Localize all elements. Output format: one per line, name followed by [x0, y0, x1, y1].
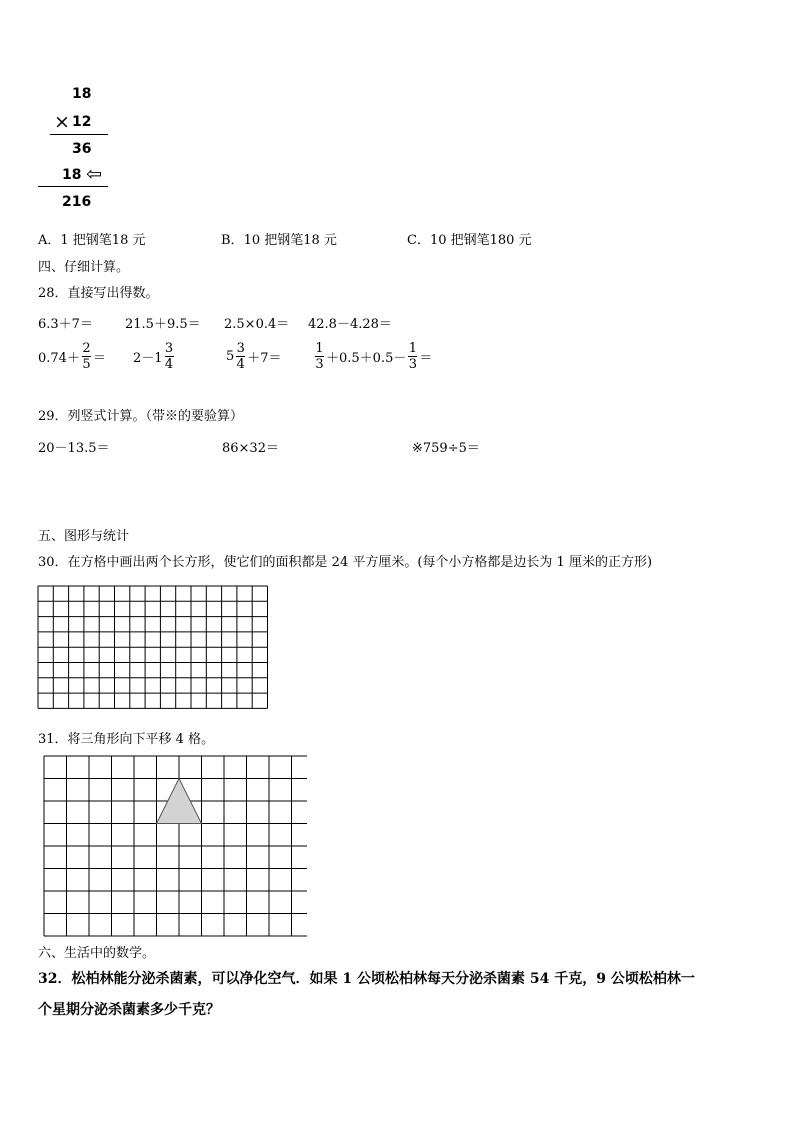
- q29-title: 29．列竖式计算。（带※的要验算）: [38, 409, 244, 424]
- q28-expr-4: 42.8－4.28＝: [308, 317, 392, 332]
- option-c: [407, 229, 532, 248]
- option-b: [221, 229, 337, 248]
- fraction: [315, 341, 324, 372]
- section-5-title: 五、图形与统计: [38, 529, 130, 544]
- numerator: 1: [315, 340, 324, 356]
- q32-line-1: 32．松柏林能分泌杀菌素，可以净化空气．如果 1 公顷松柏林每天分泌杀菌素 54 千克，9 公顷松柏林一: [38, 971, 695, 987]
- option-c-text: 10 把钢笔180 元: [429, 233, 532, 248]
- e1-prefix: 0.74＋: [38, 350, 80, 366]
- q28-frac-expr-1: [38, 339, 106, 373]
- q31-grid: [43, 755, 307, 939]
- q28-frac-expr-4: [313, 339, 432, 373]
- e2-prefix: 2－1: [133, 350, 163, 366]
- q30-grid: [37, 585, 271, 709]
- numerator: 3: [164, 340, 174, 356]
- e1-suffix: ＝: [92, 350, 106, 366]
- numerator: 2: [82, 340, 91, 356]
- vc-times-sign: ×: [54, 111, 70, 133]
- denominator: 5: [82, 356, 91, 372]
- denominator: 3: [315, 356, 324, 372]
- fraction: [165, 341, 174, 372]
- q28-frac-expr-3: [226, 339, 282, 373]
- option-a-letter: A．: [38, 233, 61, 248]
- section-6-title: 六、生活中的数学。: [38, 946, 156, 961]
- q30-title: 30．在方格中画出两个长方形，使它们的面积都是 24 平方厘米。(每个小方格都是边长为 1 厘米的正方形): [38, 555, 653, 570]
- vc-partial-2: 18: [62, 167, 82, 183]
- e4-mid: ＋0.5＋0.5－: [326, 350, 407, 366]
- q28-expr-3: 2.5×0.4＝: [224, 317, 290, 332]
- q29-item-1: 20－13.5＝: [38, 441, 110, 456]
- option-a-text: 1 把钢笔18 元: [60, 233, 146, 248]
- q28-expr-1: 6.3＋7＝: [38, 317, 93, 332]
- e3-prefix: 5: [226, 348, 235, 364]
- q32-line-2: 个星期分泌杀菌素多少千克？: [38, 1002, 220, 1018]
- q31-title: 31．将三角形向下平移 4 格。: [38, 732, 215, 747]
- section-4-title: 四、仔细计算。: [38, 260, 130, 275]
- denominator: 4: [164, 356, 174, 372]
- option-b-letter: B．: [221, 233, 244, 248]
- q29-item-3: ※759÷5＝: [412, 441, 480, 456]
- q29-item-2: 86×32＝: [222, 441, 279, 456]
- fraction: [236, 341, 245, 372]
- fraction: [408, 341, 417, 372]
- vc-partial-1: 36: [72, 141, 92, 157]
- q28-frac-expr-2: [133, 339, 176, 373]
- vc-result: 216: [62, 194, 92, 210]
- numerator: 1: [408, 340, 417, 356]
- vc-line-2: [38, 186, 108, 187]
- q28-title: 28．直接写出得数。: [38, 286, 159, 301]
- vc-multiplier: 12: [72, 114, 92, 130]
- vc-top: 18: [72, 86, 92, 102]
- left-arrow-icon: ⇦: [86, 163, 102, 185]
- vc-line-1: [50, 134, 108, 135]
- q28-expr-2: 21.5＋9.5＝: [125, 317, 201, 332]
- numerator: 3: [236, 340, 245, 356]
- denominator: 4: [236, 356, 245, 372]
- fraction: [82, 341, 91, 372]
- option-c-letter: C．: [407, 233, 430, 248]
- e3-suffix: ＋7＝: [247, 350, 282, 366]
- e4-suffix: ＝: [419, 350, 433, 366]
- denominator: 3: [408, 356, 417, 372]
- option-b-text: 10 把钢笔18 元: [243, 233, 337, 248]
- option-a: [38, 229, 145, 248]
